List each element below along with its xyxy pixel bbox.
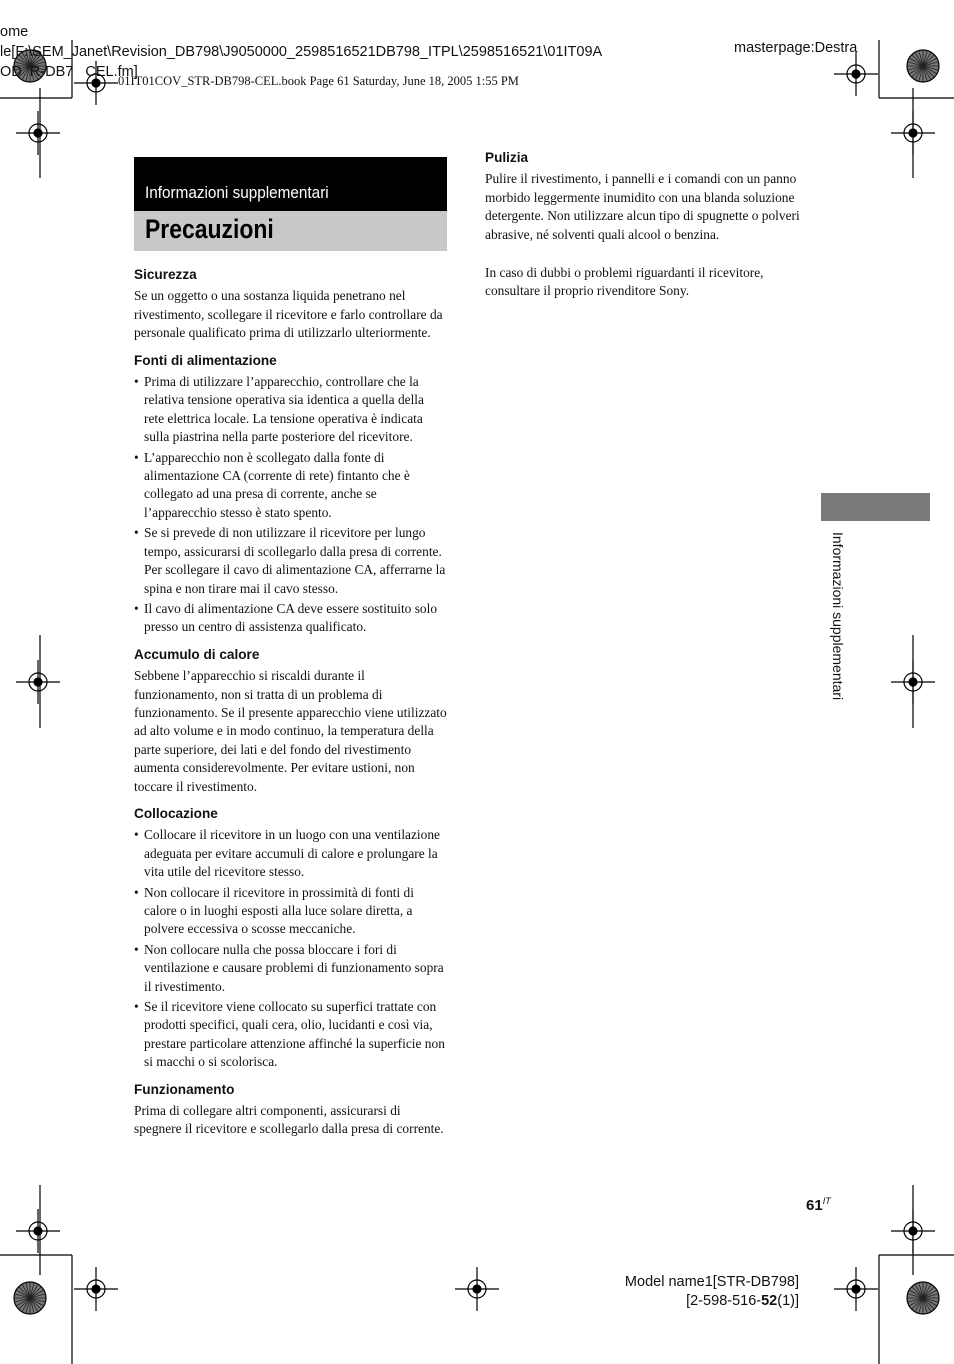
heading-sicurezza: Sicurezza — [134, 267, 197, 282]
heading-collocazione: Collocazione — [134, 805, 218, 821]
list-item: • Non collocare nulla che possa bloccare i fori di ventilazione e causare problemi di funzionamento sopra il rivestimento. — [134, 941, 447, 996]
list-item: • L’apparecchio non è scollegato dalla fonte di alimentazione CA (corrente di rete) fintanto che è collegato ad una presa di corrente, anche se l’apparecchio stesso è stato spento. — [134, 449, 447, 523]
page-number-value: 61 — [806, 1197, 823, 1214]
heading-pulizia: Pulizia — [485, 150, 529, 165]
side-tab-label — [828, 532, 848, 762]
section-fonti — [134, 352, 447, 637]
model-line-2 — [614, 1292, 799, 1311]
file-path-info — [0, 22, 602, 82]
book-info-line: 01IT01COV_STR-DB798-CEL.book Page 61 Saturday, June 18, 2005 1:55 PM — [118, 74, 519, 88]
heading-funzionamento: Funzionamento — [134, 1081, 235, 1097]
text-pulizia: Pulire il rivestimento, i pannelli e i comandi con un panno morbido leggermente inumidito con una blanda soluzione detergente. Non utilizzare alcun tipo di spugnette o polveri abrasive, né solventi quali alcool o benzina. — [485, 171, 800, 242]
list-item: • Il cavo di alimentazione CA deve essere sostituito solo presso un centro di assistenza qualificato. — [134, 600, 447, 637]
text-funzionamento: Prima di collegare altri componenti, assicurarsi di spegnere il ricevitore e scollegarlo dalla presa di corrente. — [134, 1103, 444, 1137]
path-line-1: ome — [0, 24, 29, 40]
section-collocazione — [134, 805, 447, 1072]
list-item: • Non collocare il ricevitore in prossimità di fonti di calore o in luoghi esposti alla luce solare diretta, a polvere eccessiva o scosse meccaniche. — [134, 884, 447, 939]
text-sicurezza: Se un oggetto o una sostanza liquida penetrano nel rivestimento, scollegare il ricevitore e farlo controllare da personale qualificato prima di utilizzarlo ulteriormente. — [134, 288, 443, 341]
section-calore — [134, 646, 447, 796]
path-line-3: OD R-DB7 CEL.fm] — [0, 64, 138, 80]
path-line-2: le[F:\SEM_Janet\Revision_DB798\J9050000_2598516521DB798_ITPL\2598516521\01IT09A — [0, 44, 603, 60]
list-collocazione — [134, 826, 447, 1071]
section-title: Informazioni supplementari — [145, 183, 329, 202]
heading-calore: Accumulo di calore — [134, 646, 260, 662]
section-funzionamento — [134, 1081, 447, 1139]
model-line-2-bold: 52 — [761, 1293, 778, 1309]
heading-fonti: Fonti di alimentazione — [134, 352, 277, 368]
model-line-2-prefix: [2-598-516- — [686, 1293, 762, 1309]
list-item: • Se il ricevitore viene collocato su superfici trattate con prodotti specifici, quali cera, olio, lucidanti e così via, prestare particolare attenzione affinché la superficie non si macchi o si scolorisca. — [134, 998, 447, 1072]
left-column — [134, 266, 447, 1148]
model-info — [614, 1273, 799, 1311]
side-tab-marker — [821, 493, 930, 521]
list-item: • Se si prevede di non utilizzare il ricevitore per lungo tempo, assicurarsi di scollegarlo dalla presa di corrente. Per scollegare il cavo di alimentazione CA, afferrarne la spina e non tirare mai il cavo stesso. — [134, 524, 447, 598]
section-header-bar — [134, 157, 447, 211]
model-line-1: Model name1[STR-DB798] — [624, 1274, 799, 1290]
list-item: • Collocare il ricevitore in un luogo con una ventilazione adeguata per evitare accumuli di calore e prolungare la vita utile del ricevitore stesso. — [134, 826, 447, 881]
masterpage-label: masterpage:Destra — [734, 40, 858, 56]
title-bar — [134, 211, 447, 251]
list-item: • Prima di utilizzare l’apparecchio, controllare che la relativa tensione operativa sia identica a quella della rete elettrica locale. La tensione operativa è indicata sulla piastrina nella parte posteriore del ricevitore. — [134, 373, 447, 447]
side-tab-text: Informazioni supplementari — [830, 532, 846, 701]
section-pulizia — [485, 149, 800, 244]
text-calore: Sebbene l’apparecchio si riscaldi durante il funzionamento, non si tratta di un problema di funzionamento. Se il presente apparecchio viene utilizzato ad alto volume e in modo continuo, la temperatura della parte superiore, dei lati e del fondo del rivestimento aumenta considerevolmente. Per evitare ustioni, non toccare il rivestimento. — [134, 668, 447, 794]
model-line-2-suffix: (1)] — [777, 1293, 799, 1309]
page-number-suffix: IT — [822, 1196, 831, 1206]
text-dubbi: In caso di dubbi o problemi riguardanti il ricevitore, consultare il proprio rivenditore Sony. — [485, 265, 764, 299]
section-sicurezza — [134, 266, 447, 343]
list-fonti — [134, 373, 447, 637]
page-number — [806, 1196, 831, 1214]
page-title: Precauzioni — [145, 214, 274, 244]
right-column — [485, 149, 800, 301]
